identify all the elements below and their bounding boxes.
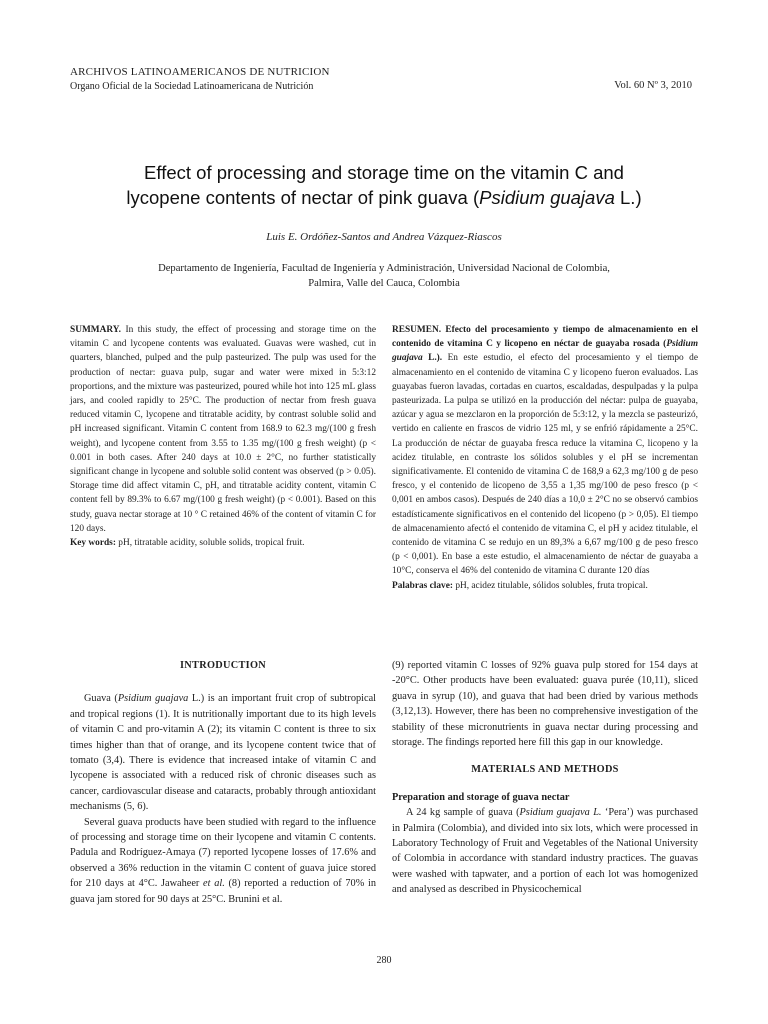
intro-p1-start: Guava ( [84,693,118,705]
journal-name: ARCHIVOS LATINOAMERICANOS DE NUTRICION [70,66,330,78]
summary-label: SUMMARY. [70,325,121,335]
methods-p1-start: A 24 kg sample of guava ( [406,807,520,819]
journal-organ: Organo Oficial de la Sociedad Latinoamericana de Nutrición [70,81,314,92]
methods-p1-species: Psidium guajava L. [519,807,602,819]
intro-p2-rest: (8) reported a reduction of 70% in guava jam stored for 90 days at 25°C. Brunini et al. [70,878,376,905]
summary-column [70,323,376,550]
introduction-heading: INTRODUCTION [180,660,266,671]
keywords-label: Key words: [70,538,116,549]
title-line-2-post: L.) [614,187,642,208]
resumen-column [392,323,698,593]
summary-paragraph [70,323,376,536]
palabras-clave-label: Palabras clave: [392,580,453,591]
article-title [70,160,698,210]
intro-p2-etal: et al. [203,878,225,890]
methods-paragraph-1 [392,805,698,897]
title-line-2-pre: lycopene contents of nectar of pink guava ( [126,187,480,208]
intro-p1-rest: L.) is an important fruit crop of subtropical and tropical regions (1). It is nutritionally important due to its high levels of vitamin C and pro-vitamin A (2); its vitamin C content is three to six times higher than that of orange, and its lycopene content twice that of tomato (3,4). There is evidence that increased intake of vitamin C and lycopene is associated with a reduced risk of chronic diseases such as cancer, cardiovascular disease and cataracts, probably through antioxidant mechanisms (5, 6). [70,693,376,813]
page-number: 280 [376,955,392,966]
keywords-text: pH, titratable acidity, soluble solids, tropical fruit. [115,538,305,549]
palabras-clave-text: pH, acidez titulable, sólidos solubles, fruta tropical. [452,580,648,591]
resumen-text: En este estudio, el efecto del procesamiento y el tiempo de almacenamiento en el contenido de vitamina C y licopeno fueron evaluados. Las guayabas fueron lavadas, cortadas en cuartos, escaldadas, despulpadas y la pulpa pasteurizada. La pulpa se utilizó en la producción del néctar: pulpa de guayaba, azúcar y agua se mezclaron en la proporción de 5:3:12, y la mezcla se pasteurizó, vertido en caliente en frascos de vidrio 125 ml, y se enfrió rápidamente a 25°C. La producción de néctar de guayaba fresca reduce la vitamina C, licopeno y la acidez titulable, en contraste los sólidos solubles y el pH se incrementan significativamente. El contenido de vitamina C de 168,9 a 62,3 mg/100 g de peso fresco, y el contenido de licopeno de 3,55 a 1,35 mg/100 de peso fresco (p < 0,001 en ambos casos). Después de 240 días a 10,0 ± 2°C no se observó cambios estadísticamente significativos en el contenido del licopeno (p > 0,05). El tiempo de almacenamiento afectó el contenido de vitamina C, el pH y acidez titulable, el contenido de vitamina C se redujo en un 89,3% a 6,67 mg/100 g de peso fresco (p < 0,001). En base a este estudio, el almacenamiento de néctar de guayaba a 10°C, conserva el 46% del contenido de vitamina C durante 120 días [392,353,699,577]
right-column [392,658,698,898]
introduction-paragraph-1 [70,691,376,814]
introduction-paragraph-3: (9) reported vitamin C losses of 92% guava pulp stored for 154 days at -20°C. Other products have been evaluated: guava purée (10,11), sliced guava in syrup (10), and guava that had been dried by various methods (3,12,13). However, there has been no comprehensive investigation of the stability of these micronutrients in guava nectar during processing and storage. The findings reported here fill this gap in our knowledge. [392,660,698,749]
resumen-label-text: RESUMEN. Efecto del procesamiento y tiempo de almacenamiento en el contenido de vitamina C y licopeno en néctar de guayaba rosada ( [392,325,698,350]
volume-info: Vol. 60 Nº 3, 2010 [614,80,692,91]
intro-p2-start: Several guava products have been studied with regard to the influence of processing and storage time on their lycopene and vitamin C contents. Padula and Rodríguez-Amaya (7) reported lycopene losses of 17.6% and observed a 36% reduction in the vitamin C content of guava juice stored for 210 days at 4°C. Jawaheer [70,816,376,890]
introduction-paragraph-2 [70,815,376,907]
introduction-column [70,658,376,907]
title-line-1: Effect of processing and storage time on the vitamin C and [144,162,624,183]
affiliation [90,261,678,291]
authors: Luis E. Ordóñez-Santos and Andrea Vázquez-Riascos [266,231,502,243]
summary-keywords [70,536,376,550]
title-species: Psidium guajava [479,187,615,208]
affiliation-line-2: Palmira, Valle del Cauca, Colombia [308,278,460,289]
methods-heading: MATERIALS AND METHODS [471,764,619,776]
resumen-paragraph [392,323,698,579]
resumen-label-end: L.). [422,353,443,364]
affiliation-line-1: Departamento de Ingeniería, Facultad de Ingeniería y Administración, Universidad Nacional de Colombia, [158,263,610,274]
methods-p1-rest: ‘Pera’) was purchased in Palmira (Colombia), and divided into six lots, which were processed in Laboratory Technology of Fruit and Vegetables of the National University of Colombia in accordance with standard industry practices. The guavas were washed with tapwater, and a portion of each lot was homogenized and analysed as described in Physicochemical [392,807,699,896]
resumen-keywords [392,579,698,593]
resumen-species: Psidium guajava [392,339,698,364]
summary-text: In this study, the effect of processing and storage time on the vitamin C and lycopene contents was evaluated. Guavas were washed, cut in quarters, blanched, pulped and the pulp pasteurized. The pulp was used for the production of nectar: guava pulp, sugar and water were mixed in 5:3:12 proportions, and the mixture was pasteurized, poured while hot into 125 mL glass jars, and cooled rapidly to 25°C. The production of nectar from fresh guava reduced vitamin C, lycopene and titratable acidity, by contrast soluble solid and pH increased significant. Vitamin C content from 168.9 to 62.3 mg/(100 g fresh weight), and lycopene content from 3.55 to 1.35 mg/(100 g fresh weight) (p < 0.001 in both cases. After 240 days at 10.0 ± 2°C, no further statistically significant change in lycopene and soluble solid content was observed (p > 0.05). Storage time did affect vitamin C, pH, and titratable acidity content, vitamin C content fell by 89.3% to 6.67 mg/(100 g fresh weight) (p < 0.001). Based on this study, guava nectar storage at 10 ° C retained 46% of the content of vitamin C for 120 days. [70,325,376,534]
methods-subheading: Preparation and storage of guava nectar [392,791,570,803]
title-line-2 [70,185,698,210]
intro-p1-species: Psidium guajava [117,693,189,705]
